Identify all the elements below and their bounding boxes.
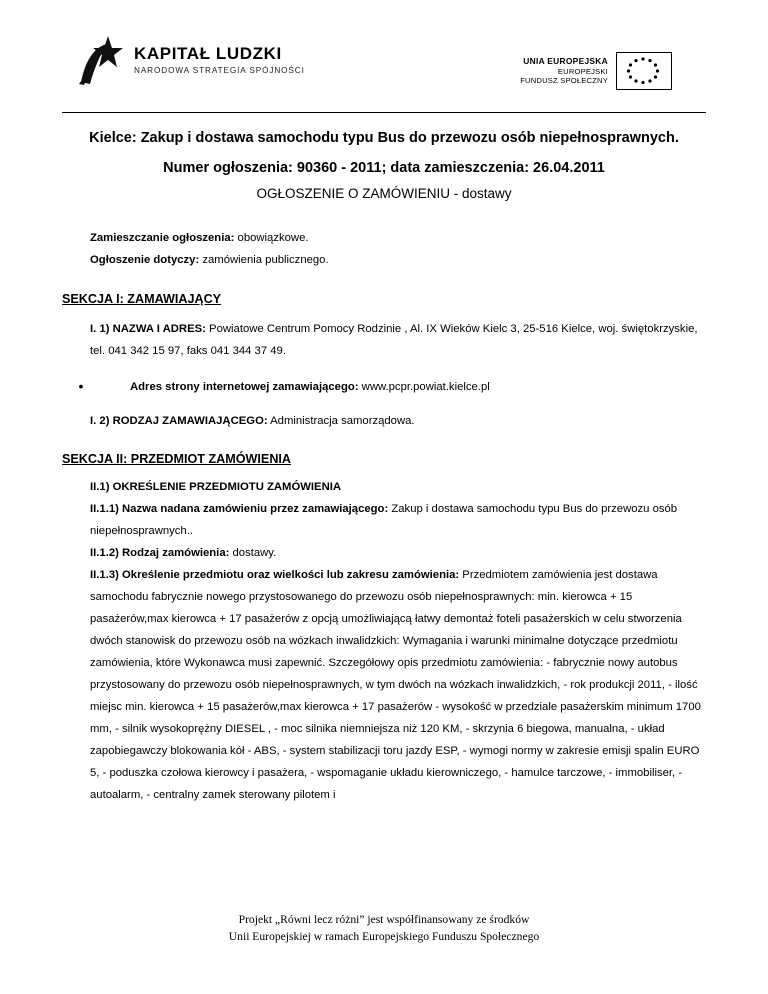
section2-item1-value: Zakup i dostawa samochodu typu Bus do przewozu osób niepełnosprawnych.. [90,503,678,538]
section-heading-1: SEKCJA I: ZAMAWIAJĄCY [62,292,222,307]
human-figure-star-icon [78,34,124,86]
section2-item2-label: II.1.2) Rodzaj zamówienia: [90,547,230,560]
section1-type-label: I. 2) RODZAJ ZAMAWIAJĄCEGO: [90,415,268,428]
section1-website-label: Adres strony internetowej zamawiającego: [130,381,359,394]
eu-line-1: UNIA EUROPEJSKA [523,56,608,67]
page-title: Kielce: Zakup i dostawa samochodu typu Bus do przewozu osób niepełnosprawnych. [89,130,679,146]
section1-website-row [62,376,706,398]
meta-label-publication: Zamieszczanie ogłoszenia: [90,231,235,244]
section2-item-3 [90,564,706,806]
section1-website [94,376,490,398]
eu-logo [520,52,672,90]
header-divider [62,112,706,113]
section-heading-2: SEKCJA II: PRZEDMIOT ZAMÓWIENIA [62,452,292,467]
page-footer [0,912,768,946]
section2-item2-value: dostawy. [229,547,277,560]
section1-website-value: www.pcpr.powiat.kielce.pl [358,381,490,394]
meta-row-concerns [90,249,706,272]
notice-kind: OGŁOSZENIE O ZAMÓWIENIU - dostawy [256,185,512,201]
meta-value-publication: obowiązkowe. [234,231,309,244]
eu-line-2: EUROPEJSKI [557,66,608,76]
meta-label-concerns: Ogłoszenie dotyczy: [90,254,200,267]
bullet-icon: • [78,378,84,395]
section2-subheading-text: II.1) OKREŚLENIE PRZEDMIOTU ZAMÓWIENIA [90,481,342,494]
logo-tagline: NARODOWA STRATEGIA SPÓJNOŚCI [134,65,305,75]
notice-number: Numer ogłoszenia: 90360 - 2011; data zamieszczenia: 26.04.2011 [163,160,605,177]
meta-block [62,227,706,272]
section1-type-value: Administracja samorządowa. [267,415,415,428]
kapital-ludzki-logo [78,34,305,86]
section1-address [62,318,706,362]
footer-line-2: Unii Europejskiej w ramach Europejskiego Funduszu Społecznego [228,930,540,944]
section2-item3-label: II.1.3) Określenie przedmiotu oraz wielkości lub zakresu zamówienia: [90,569,460,582]
section2-item-2 [90,542,706,564]
section1-address-label: I. 1) NAZWA I ADRES: [90,323,206,336]
section1-type [62,410,706,432]
section2-block [62,476,706,806]
meta-row-publication [90,227,706,250]
eu-flag-icon [616,52,672,90]
meta-value-concerns: zamówienia publicznego. [199,254,329,267]
section2-item1-label: II.1.1) Nazwa nadana zamówieniu przez zamawiającego: [90,503,389,516]
section1-address-value: Powiatowe Centrum Pomocy Rodzinie , Al. IX Wieków Kielc 3, 25-516 Kielce, woj. świętokrzyskie, tel. 041 342 15 97, faks 041 344 37 49. [90,323,698,358]
logo-title: KAPITAŁ LUDZKI [134,44,282,64]
section2-item-1 [90,498,706,542]
footer-line-1: Projekt „Równi lecz różni” jest współfinansowany ze środków [238,913,530,927]
eu-line-3: FUNDUSZ SPOŁECZNY [520,76,608,86]
section2-item3-value: Przedmiotem zamówienia jest dostawa samochodu fabrycznie nowego przystosowanego do przewozu osób niepełnosprawnych: min. kierowca + 15 pasażerów,max kierowca + 17 pasażerów z opcją umożliwiającą łatwy demontaż foteli pasażerskich w celu stworzenia dwóch stanowisk do przewozu osób na wózkach inwalidzkich: Wymagania i warunki minimalne dotyczące przedmiotu zamówienia, które Wykonawca musi zapewnić. Szczegółowy opis przedmiotu zamówienia: - fabrycznie nowy autobus przystosowany do przewozu osób niepełnosprawnych, w tym dwóch na wózkach inwalidzkich, - rok produkcji 2011, - ilość miejsc min. kierowca + 15 pasażerów,max kierowca + 17 pasażerów - wysokość w przedziale pasażerskim minimum 1700 mm, - silnik wysokoprężny DIESEL , - moc silnika niemniejsza niż 120 KM, - skrzynia 6 biegowa, manualna, - układ zapobiegawczy blokowania kół - ABS, - system stabilizacji toru jazdy ESP, - wymogi normy w zakresie emisji spalin EURO 5, - poduszka czołowa kierowcy i pasażera, - wspomaganie układu kierowniczego, - hamulce tarczowe, - immobiliser, - autoalarm, - centralny zamek sterowany pilotem i [90,569,701,802]
section2-subheading [90,476,706,498]
eu-logo-text [520,56,608,85]
header-logo-bar [62,34,706,106]
